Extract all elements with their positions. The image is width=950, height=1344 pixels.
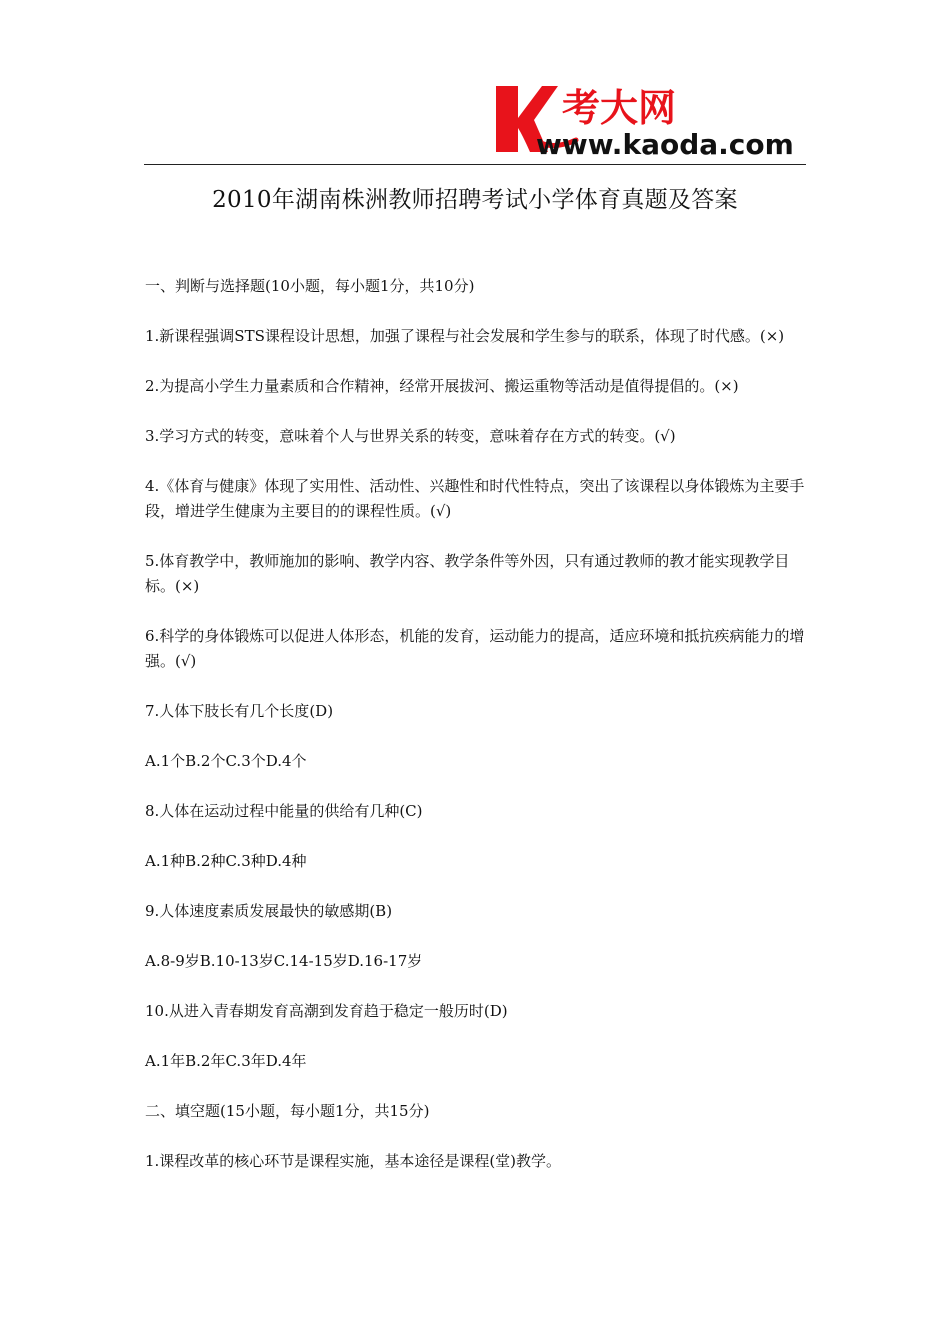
document-body [145, 274, 817, 1199]
question-item: 1.课程改革的核心环节是课程实施，基本途径是课程(堂)教学。 [145, 1152, 562, 1170]
header-divider [144, 164, 806, 165]
question-item: 8.人体在运动过程中能量的供给有几种(C) [145, 802, 423, 820]
answer-options: A.1个B.2个C.3个D.4个 [145, 752, 307, 770]
logo-brand-text: 考大网 [562, 86, 677, 130]
question-item: 3.学习方式的转变，意味着个人与世界关系的转变，意味着存在方式的转变。(√) [145, 427, 676, 445]
answer-options: A.1年B.2年C.3年D.4年 [145, 1052, 307, 1070]
kaoda-logo [492, 78, 812, 158]
question-item: 4.《体育与健康》体现了实用性、活动性、兴趣性和时代性特点，突出了该课程以身体锻炼为主要手段，增进学生健康为主要目的的课程性质。(√) [145, 477, 805, 520]
question-item: 2.为提高小学生力量素质和合作精神，经常开展拔河、搬运重物等活动是值得提倡的。(×) [145, 377, 739, 395]
answer-options: A.8-9岁B.10-13岁C.14-15岁D.16-17岁 [145, 952, 423, 970]
logo-domain-text: www.kaoda.com [536, 128, 794, 158]
question-item: 5.体育教学中，教师施加的影响、教学内容、教学条件等外因，只有通过教师的教才能实现教学目标。(×) [145, 552, 790, 595]
answer-options: A.1种B.2种C.3种D.4种 [145, 852, 307, 870]
question-item: 7.人体下肢长有几个长度(D) [145, 702, 334, 720]
document-title: 2010年湖南株洲教师招聘考试小学体育真题及答案 [212, 187, 738, 213]
question-item: 1.新课程强调STS课程设计思想，加强了课程与社会发展和学生参与的联系，体现了时代感。(×) [145, 327, 785, 345]
question-item: 9.人体速度素质发展最快的敏感期(B) [145, 902, 393, 920]
question-item: 6.科学的身体锻炼可以促进人体形态，机能的发育，运动能力的提高，适应环境和抵抗疾病能力的增强。(√) [145, 627, 805, 670]
section-heading: 一、判断与选择题(10小题，每小题1分，共10分) [145, 277, 475, 295]
question-item: 10.从进入青春期发育高潮到发育趋于稳定一般历时(D) [145, 1002, 508, 1020]
section-heading: 二、填空题(15小题，每小题1分，共15分) [145, 1102, 430, 1120]
